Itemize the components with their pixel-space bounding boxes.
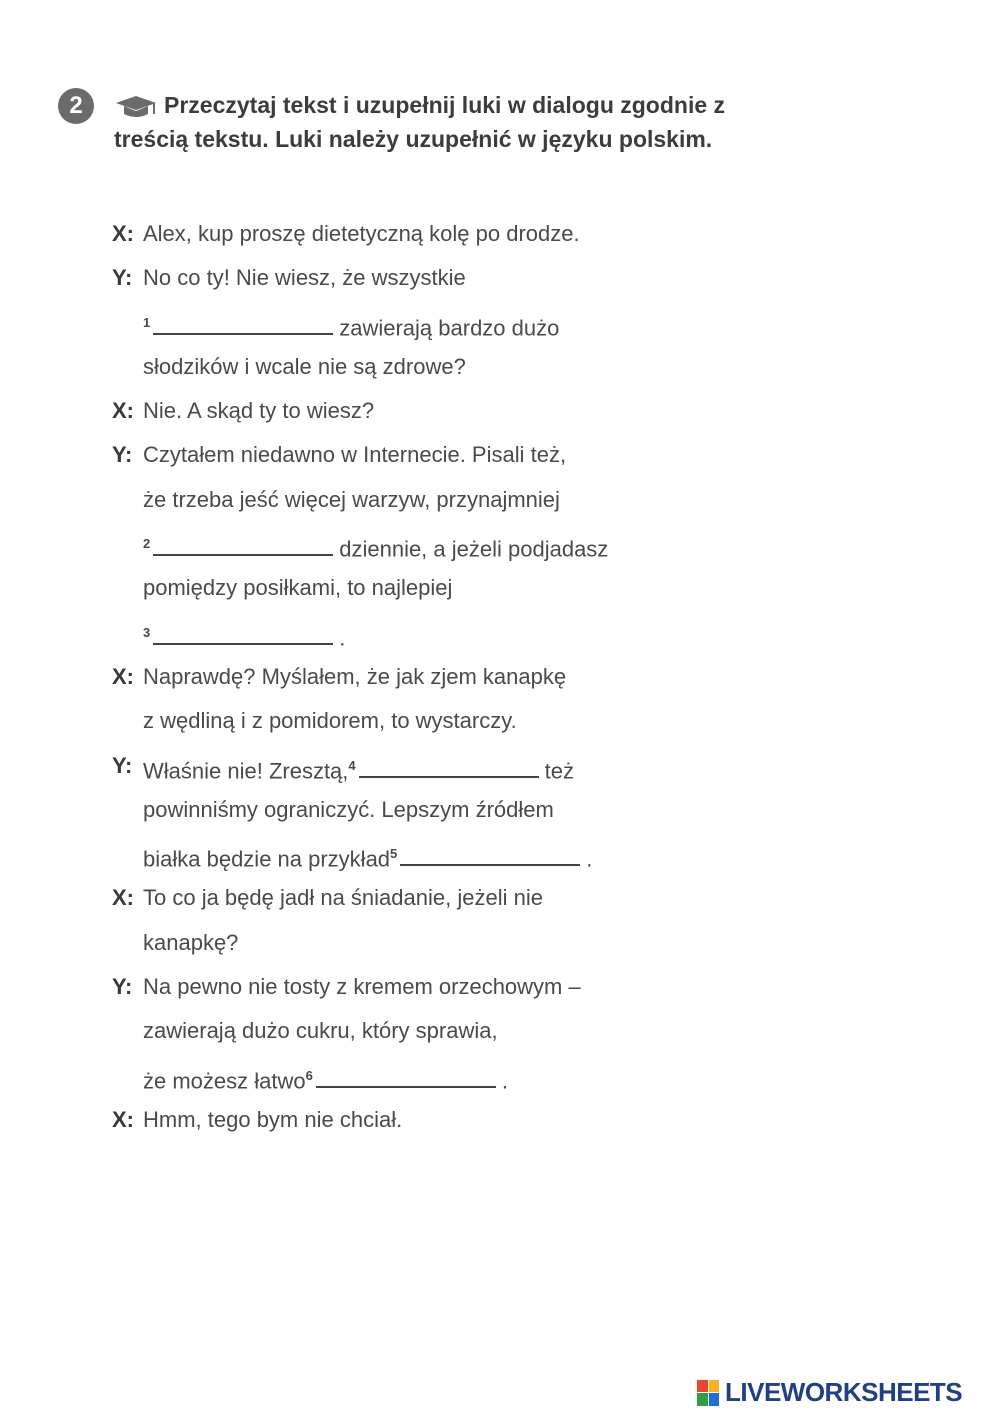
- dialog-text: [143, 522, 608, 571]
- dialog-line: [112, 345, 732, 389]
- gap-number: 6: [305, 1067, 313, 1083]
- logo-square: [697, 1380, 708, 1393]
- speaker-label: Y:: [112, 442, 133, 468]
- speaker-label: X:: [112, 221, 134, 246]
- logo-square: [697, 1393, 708, 1406]
- dialog-text-segment: białka będzie na przykład: [143, 846, 391, 872]
- dialog-text: [143, 1054, 508, 1103]
- dialog-text-segment: Alex, kup proszę dietetyczną kolę po drodze.: [143, 221, 580, 246]
- gap-number: 1: [143, 314, 151, 330]
- dialog-text-segment: Hmm, tego bym nie chciał.: [143, 1106, 403, 1132]
- brand-name: LIVEWORKSHEETS: [725, 1377, 963, 1407]
- gap-number: 3: [143, 624, 151, 640]
- logo-square: [709, 1380, 720, 1393]
- dialog-line: [112, 522, 732, 566]
- dialog-line: [112, 832, 732, 876]
- dialog-line: [112, 965, 732, 1009]
- dialog-text: [143, 611, 345, 660]
- speaker-label: X:: [112, 1106, 134, 1132]
- speaker-label: Y:: [112, 265, 133, 291]
- dialog-text-segment: .: [339, 625, 346, 650]
- speaker-label: Y:: [112, 752, 133, 778]
- dialog-text-segment: .: [501, 1067, 508, 1093]
- liveworksheets-logo-icon: [697, 1380, 719, 1406]
- gap-number: 5: [390, 846, 398, 862]
- dialog-line: [112, 433, 732, 477]
- dialog-line: [112, 1098, 732, 1142]
- dialog-text: [143, 1098, 402, 1142]
- gap-blank-4[interactable]: [359, 756, 539, 778]
- dialog-text-segment: zawierają dużo cukru, który sprawia,: [143, 1018, 498, 1044]
- dialog-line: [112, 301, 732, 345]
- dialog-text: [143, 301, 559, 350]
- dialog-text: [143, 433, 566, 477]
- gap-blank-5[interactable]: [400, 844, 580, 866]
- liveworksheets-footer[interactable]: [697, 1377, 962, 1408]
- dialog-text: [143, 699, 517, 743]
- dialog-text-segment: powinniśmy ograniczyć. Lepszym źródłem: [143, 796, 554, 822]
- dialog-text-segment: Właśnie nie! Zresztą,: [143, 757, 349, 783]
- dialog-text: [143, 876, 543, 920]
- gap-blank-3[interactable]: [153, 623, 333, 645]
- dialog-text-segment: że trzeba jeść więcej warzyw, przynajmniej: [143, 486, 560, 512]
- dialog-text-segment: To co ja będę jadł na śniadanie, jeżeli nie: [143, 885, 543, 911]
- task-number-badge: 2: [58, 88, 94, 124]
- dialog-text-segment: dziennie, a jeżeli podjadasz: [339, 536, 609, 562]
- dialog-text: [143, 832, 592, 881]
- dialog-line: [112, 1054, 732, 1098]
- dialog-line: [112, 256, 732, 300]
- task-instruction: Przeczytaj tekst i uzupełnij luki w dialogu zgodnie z treścią tekstu. Luki należy uzupełnić w języku polskim.: [114, 92, 726, 152]
- dialog-line: [112, 788, 732, 832]
- dialog-text: [143, 655, 566, 699]
- dialog-text: [143, 921, 238, 965]
- speaker-label: Y:: [112, 974, 133, 1000]
- dialog-text-segment: że możesz łatwo: [143, 1067, 306, 1093]
- dialog-text-segment: słodzików i wcale nie są zdrowe?: [143, 353, 466, 379]
- gap-blank-1[interactable]: [153, 313, 333, 335]
- dialog-line: [112, 744, 732, 788]
- dialog-text-segment: Na pewno nie tosty z kremem orzechowym –: [143, 974, 581, 1000]
- dialog-text-segment: z wędliną i z pomidorem, to wystarczy.: [143, 708, 517, 734]
- dialog-text-segment: .: [586, 846, 593, 872]
- dialog-line: [112, 1009, 732, 1053]
- dialog-text-segment: Naprawdę? Myślałem, że jak zjem kanapkę: [143, 663, 567, 689]
- dialog-text-segment: Nie. A skąd ty to wiesz?: [143, 398, 375, 424]
- speaker-label: X:: [112, 885, 134, 911]
- gap-number: 4: [348, 757, 356, 773]
- dialog-text: [143, 566, 452, 610]
- dialog-text: [143, 788, 554, 832]
- dialog-text-segment: kanapkę?: [143, 929, 239, 955]
- dialog-line: [112, 212, 732, 256]
- dialog-text: [143, 256, 466, 300]
- speaker-label: X:: [112, 663, 134, 689]
- dialog-text-segment: Czytałem niedawno w Internecie. Pisali też,: [143, 442, 567, 468]
- dialog-line: [112, 876, 732, 920]
- speaker-label: X:: [112, 398, 134, 424]
- dialog-text: [143, 389, 374, 433]
- dialog-text: [143, 478, 560, 522]
- dialog-line: [112, 389, 732, 433]
- dialog-line: [112, 566, 732, 610]
- dialog-line: [112, 478, 732, 522]
- dialog-text: [143, 744, 574, 793]
- dialog-text-segment: też: [544, 757, 574, 783]
- gap-number: 2: [143, 536, 151, 552]
- dialog-line: [112, 611, 732, 655]
- dialog-text-segment: pomiędzy posiłkami, to najlepiej: [143, 575, 453, 601]
- logo-square: [709, 1393, 720, 1406]
- dialog-line: [112, 699, 732, 743]
- dialog-line: [112, 655, 732, 699]
- dialog: [112, 212, 732, 1142]
- dialog-text: [143, 1009, 498, 1053]
- dialog-text: [143, 212, 580, 256]
- dialog-text-segment: zawierają bardzo dużo: [339, 314, 560, 340]
- gap-blank-6[interactable]: [316, 1066, 496, 1088]
- dialog-text: [143, 965, 581, 1009]
- dialog-text-segment: No co ty! Nie wiesz, że wszystkie: [143, 265, 466, 291]
- dialog-line: [112, 921, 732, 965]
- dialog-text: [143, 345, 466, 389]
- gap-blank-2[interactable]: [153, 534, 333, 556]
